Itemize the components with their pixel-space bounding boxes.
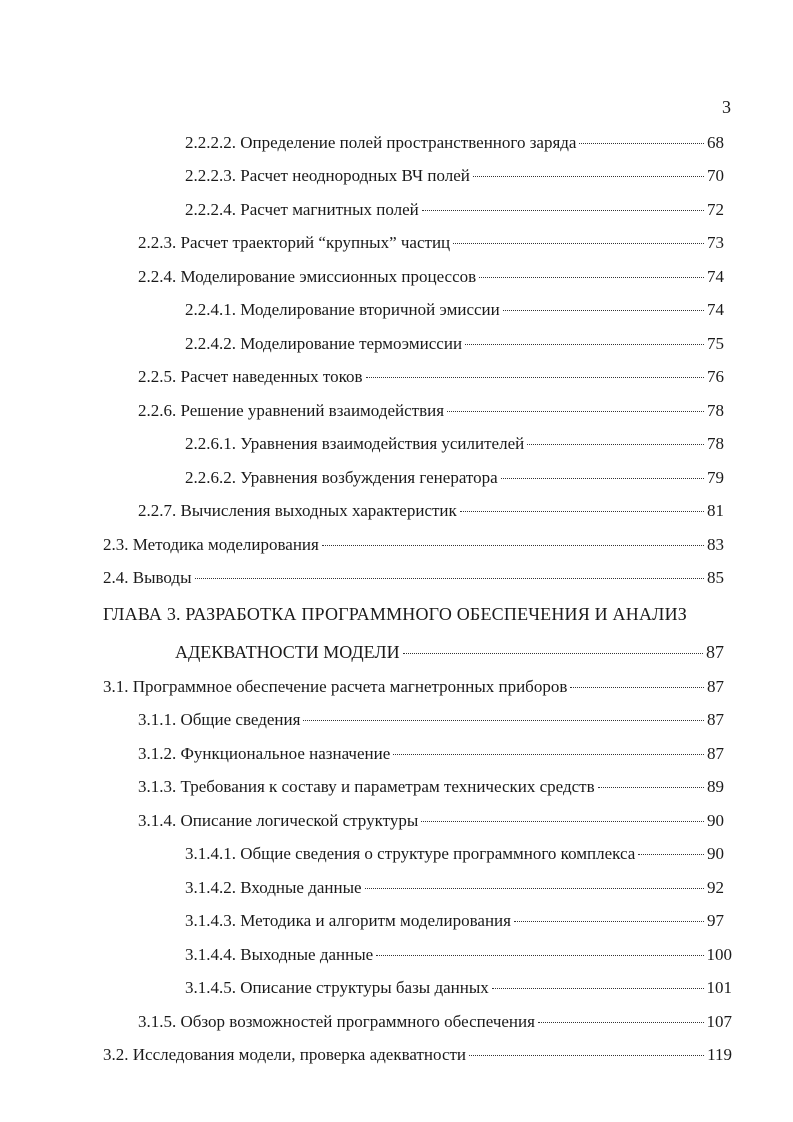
toc-entry[interactable] (138, 1011, 732, 1033)
toc-entry-page: 83 (707, 535, 724, 554)
toc-entry-page: 76 (707, 367, 724, 386)
toc-entry-page: 90 (707, 844, 724, 863)
chapter-heading-continuation[interactable] (175, 641, 724, 663)
toc-entry-page: 89 (707, 777, 724, 796)
toc-entry[interactable] (103, 567, 724, 589)
toc-entry[interactable] (185, 877, 724, 899)
toc-entry[interactable] (185, 843, 724, 865)
toc-entry-label: 3.2. Исследования модели, проверка адекватности (103, 1045, 467, 1064)
toc-entry-label: 2.2.2.4. Расчет магнитных полей (185, 200, 419, 219)
dot-leader (501, 477, 704, 479)
dot-leader (376, 954, 703, 956)
toc-entry-label: 2.3. Методика моделирования (103, 535, 319, 554)
toc-entry-label: 2.2.5. Расчет наведенных токов (138, 367, 363, 386)
toc-entry-label: 2.2.2.3. Расчет неоднородных ВЧ полей (185, 166, 470, 185)
toc-entry[interactable] (103, 534, 724, 556)
toc-entry-page: 70 (707, 166, 724, 185)
toc-entry[interactable] (185, 165, 724, 187)
dot-leader (492, 987, 704, 989)
dot-leader (460, 510, 704, 512)
toc-entry[interactable] (138, 709, 724, 731)
toc-entry-label: 3.1. Программное обеспечение расчета магнетронных приборов (103, 677, 568, 696)
dot-leader (422, 209, 704, 211)
toc-entry-label: 2.2.2.2. Определение полей пространственного заряда (185, 133, 577, 152)
toc-entry-label: 2.2.6.2. Уравнения возбуждения генератора (185, 468, 498, 487)
toc-entry[interactable] (185, 977, 732, 999)
toc-entry-label: 2.2.6. Решение уравнений взаимодействия (138, 401, 445, 420)
page-number: 3 (722, 97, 731, 117)
dot-leader (366, 376, 704, 378)
toc-entry-page: 81 (707, 501, 724, 520)
toc-entry[interactable] (138, 500, 724, 522)
toc-entry-label: 3.1.4.3. Методика и алгоритм моделирования (185, 911, 511, 930)
toc-entry[interactable] (138, 366, 724, 388)
toc-entry-page: 74 (707, 300, 724, 319)
toc-entry-label: 2.2.3. Расчет траекторий “крупных” частиц (138, 233, 451, 252)
toc-entry[interactable] (185, 299, 724, 321)
dot-leader (469, 1054, 704, 1056)
toc-entry-page: 78 (707, 434, 724, 453)
toc-entry-label: 3.1.4.5. Описание структуры базы данных (185, 978, 489, 997)
dot-leader (365, 887, 704, 889)
toc-entry-label: 2.4. Выводы (103, 568, 192, 587)
toc-entry-label: 3.1.5. Обзор возможностей программного обеспечения (138, 1012, 535, 1031)
toc-entry-page: 87 (707, 744, 724, 763)
toc-entry[interactable] (185, 132, 724, 154)
toc-entry[interactable] (138, 232, 724, 254)
dot-leader (447, 410, 704, 412)
toc-entry[interactable] (103, 676, 724, 698)
toc-entry[interactable] (185, 944, 732, 966)
toc-entry-label: 3.1.4. Описание логической структуры (138, 811, 419, 830)
dot-leader (393, 753, 704, 755)
toc-entry-label: 2.2.4. Моделирование эмиссионных процессов (138, 267, 477, 286)
toc-entry-label: 2.2.6.1. Уравнения взаимодействия усилителей (185, 434, 525, 453)
toc-entry-page: 79 (707, 468, 724, 487)
toc-entry[interactable] (138, 266, 724, 288)
dot-leader (598, 786, 704, 788)
toc-entry[interactable] (138, 810, 724, 832)
toc-entry[interactable] (103, 1044, 732, 1066)
toc-entry-label: 3.1.2. Функциональное назначение (138, 744, 391, 763)
toc-entry-page: 92 (707, 878, 724, 897)
dot-leader (465, 343, 704, 345)
dot-leader (421, 820, 704, 822)
dot-leader (322, 544, 704, 546)
toc-entry[interactable] (185, 910, 724, 932)
toc-entry-page: 68 (707, 133, 724, 152)
dot-leader (570, 686, 704, 688)
toc-entry-page: 119 (707, 1045, 732, 1064)
toc-entry-page: 107 (706, 1012, 732, 1031)
toc-entry-page: 87 (706, 642, 724, 662)
toc-entry-page: 97 (707, 911, 724, 930)
toc-entry-page: 100 (706, 945, 732, 964)
toc-entry-label: 3.1.4.2. Входные данные (185, 878, 362, 897)
toc-entry-label: 2.2.7. Вычисления выходных характеристик (138, 501, 457, 520)
dot-leader (538, 1021, 704, 1023)
toc-entry-page: 74 (707, 267, 724, 286)
toc-entry-page: 87 (707, 677, 724, 696)
dot-leader (303, 719, 704, 721)
dot-leader (638, 853, 704, 855)
toc-entry[interactable] (185, 199, 724, 221)
toc-entry-page: 72 (707, 200, 724, 219)
toc-entry[interactable] (185, 433, 724, 455)
toc-entry-label: 2.2.4.1. Моделирование вторичной эмиссии (185, 300, 500, 319)
dot-leader (503, 309, 704, 311)
toc-entry-page: 75 (707, 334, 724, 353)
toc-entry[interactable] (185, 333, 724, 355)
dot-leader (479, 276, 704, 278)
dot-leader (403, 652, 703, 654)
dot-leader (453, 242, 704, 244)
toc-entry-label: 3.1.1. Общие сведения (138, 710, 301, 729)
toc-entry[interactable] (138, 743, 724, 765)
toc-entry[interactable] (185, 467, 724, 489)
toc-entry-label: 3.1.4.1. Общие сведения о структуре программного комплекса (185, 844, 636, 863)
dot-leader (579, 142, 704, 144)
toc-entry[interactable] (138, 400, 724, 422)
toc-entry[interactable] (138, 776, 724, 798)
dot-leader (195, 577, 704, 579)
toc-entry-label: 3.1.4.4. Выходные данные (185, 945, 374, 964)
dot-leader (514, 920, 704, 922)
dot-leader (473, 175, 704, 177)
chapter-heading[interactable]: ГЛАВА 3. РАЗРАБОТКА ПРОГРАММНОГО ОБЕСПЕЧЕНИЯ И АНАЛИЗ (103, 604, 687, 624)
toc-entry-label: 2.2.4.2. Моделирование термоэмиссии (185, 334, 463, 353)
toc-entry-page: 87 (707, 710, 724, 729)
toc-entry-page: 85 (707, 568, 724, 587)
toc-entry-label: 3.1.3. Требования к составу и параметрам технических средств (138, 777, 595, 796)
dot-leader (527, 443, 704, 445)
toc-entry-page: 90 (707, 811, 724, 830)
toc-entry-page: 78 (707, 401, 724, 420)
toc-entry-page: 73 (707, 233, 724, 252)
chapter-heading-line2: АДЕКВАТНОСТИ МОДЕЛИ (175, 642, 400, 662)
toc-entry-page: 101 (706, 978, 732, 997)
